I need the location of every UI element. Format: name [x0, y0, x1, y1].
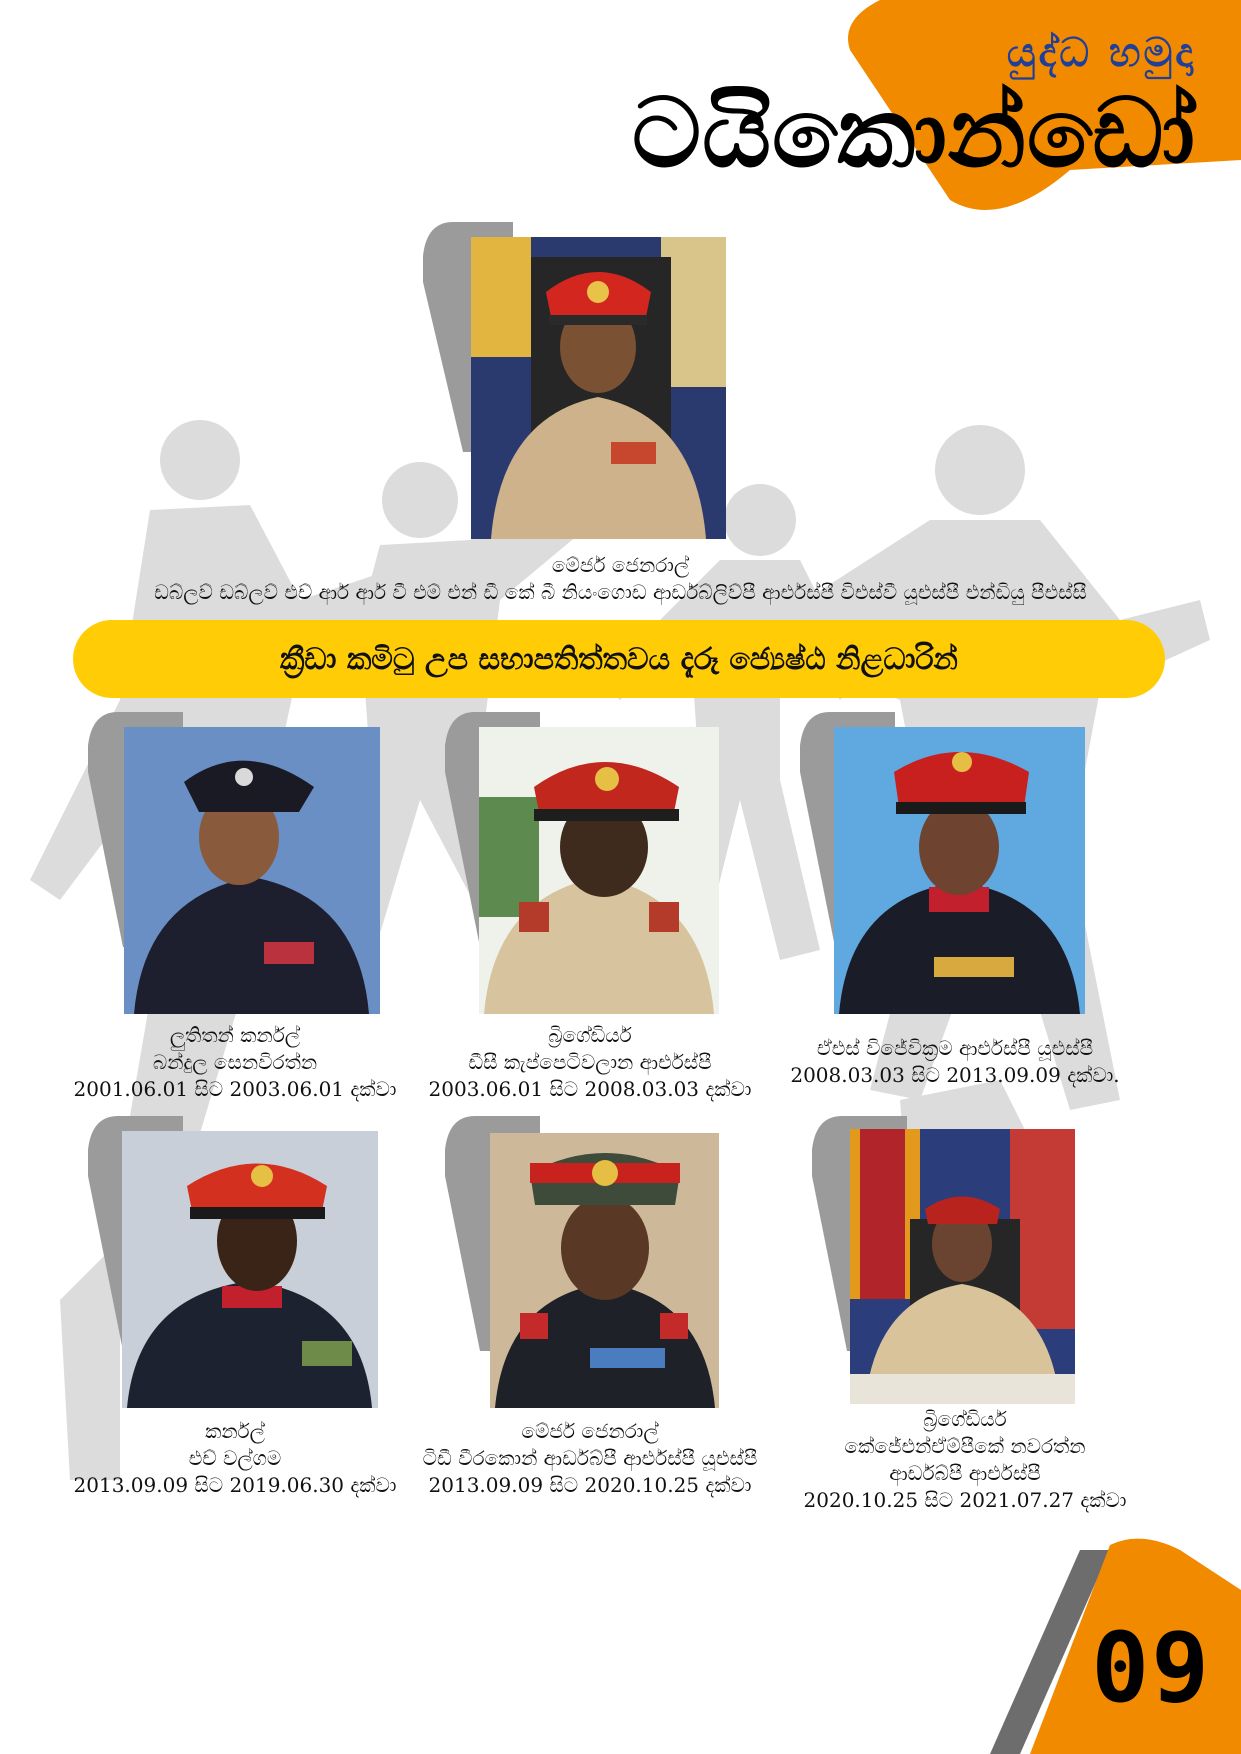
officer-caption — [395, 1418, 785, 1499]
officer-caption-line: ඩීසී කැප්පෙටිවලාන ආර්එස්පී — [468, 1050, 712, 1074]
officer-caption-line: ඒඑස් විජේවික්‍රම ආර්එස්පී යූඑස්පී — [816, 1036, 1094, 1060]
officer-caption-line: කේජේඑන්ඒම්පීකේ නවරත්න — [844, 1434, 1086, 1458]
officer-caption-line: කර්නල් — [205, 1419, 265, 1443]
officer-photo — [834, 727, 1085, 1014]
officer-card — [88, 712, 388, 1014]
president-card — [423, 222, 728, 542]
officer-caption-line: බන්දුල සෙනවිරත්න — [152, 1050, 318, 1074]
officer-caption-line: ටිඩී වීරකොන් ආර්ඩබ්පී ආර්එස්පී යූඑස්පී — [422, 1446, 758, 1470]
officer-caption-line: 2020.10.25 සිට 2021.07.27 දක්වා — [803, 1488, 1127, 1512]
officer-caption-line: ලුතිතන් කර්නල් — [169, 1023, 301, 1047]
president-photo — [471, 237, 726, 539]
officer-caption — [770, 1035, 1140, 1089]
officer-caption-line: ආර්ඩබ්පී ආර්එස්පී — [889, 1461, 1041, 1485]
officer-caption-line: බ්‍රිගේඩියර් — [548, 1023, 632, 1047]
officer-caption — [415, 1022, 765, 1103]
officer-caption — [775, 1406, 1155, 1514]
officer-photo — [490, 1133, 719, 1408]
officer-caption-line: 2003.06.01 සිට 2008.03.03 දක්වා — [428, 1077, 752, 1101]
officer-card — [445, 1116, 725, 1408]
officer-photo — [479, 727, 719, 1014]
page-number: 09 — [1091, 1612, 1211, 1724]
section-banner — [73, 620, 1165, 698]
officer-caption-line: 2001.06.01 සිට 2003.06.01 දක්වා — [73, 1077, 397, 1101]
officer-caption-line: 2013.09.09 සිට 2020.10.25 දක්වා — [428, 1473, 752, 1497]
officer-caption-line: එච් වල්ගම — [188, 1446, 282, 1470]
president-caption — [60, 552, 1181, 606]
officer-caption-line: 2008.03.03 සිට 2013.09.09 දක්වා. — [790, 1063, 1120, 1087]
officer-photo — [122, 1131, 378, 1408]
officer-caption-line: බ්‍රිගේඩියර් — [923, 1407, 1007, 1431]
officer-caption-line: මේජර් ජෙනරාල් — [521, 1419, 659, 1443]
officer-caption — [60, 1418, 410, 1499]
president-name: ඩබ්ලව් ඩබ්ලව් එච් ආර් ආර් වී එම් එන් ඩී කේ බී නියංගොඩ ආර්ඩබ්ලිව්පී ආර්එස්පී විඑස්වී යූඑස්පී එන්ඩියු පීඑස්සී — [154, 580, 1087, 604]
header-subtitle: යුද්ධ හමුදා — [1006, 30, 1196, 76]
officer-caption-line: 2013.09.09 සිට 2019.06.30 දක්වා — [73, 1473, 397, 1497]
officer-card — [88, 1116, 388, 1408]
officer-card — [800, 712, 1090, 1014]
president-rank: මේජර් ජෙනරාල් — [551, 553, 690, 577]
officer-photo — [124, 727, 380, 1014]
section-banner-text: ක්‍රීඩා කමිටු උප සභාපතිත්තවය දැරූ ජ්‍යෙෂ්ඨ නිළධාරින් — [280, 641, 958, 677]
officer-photo — [850, 1129, 1075, 1404]
page-title: ටයිකොන්ඩෝ — [631, 77, 1196, 189]
officer-card — [445, 712, 725, 1014]
officer-caption — [60, 1022, 410, 1103]
officer-card — [812, 1116, 1087, 1406]
